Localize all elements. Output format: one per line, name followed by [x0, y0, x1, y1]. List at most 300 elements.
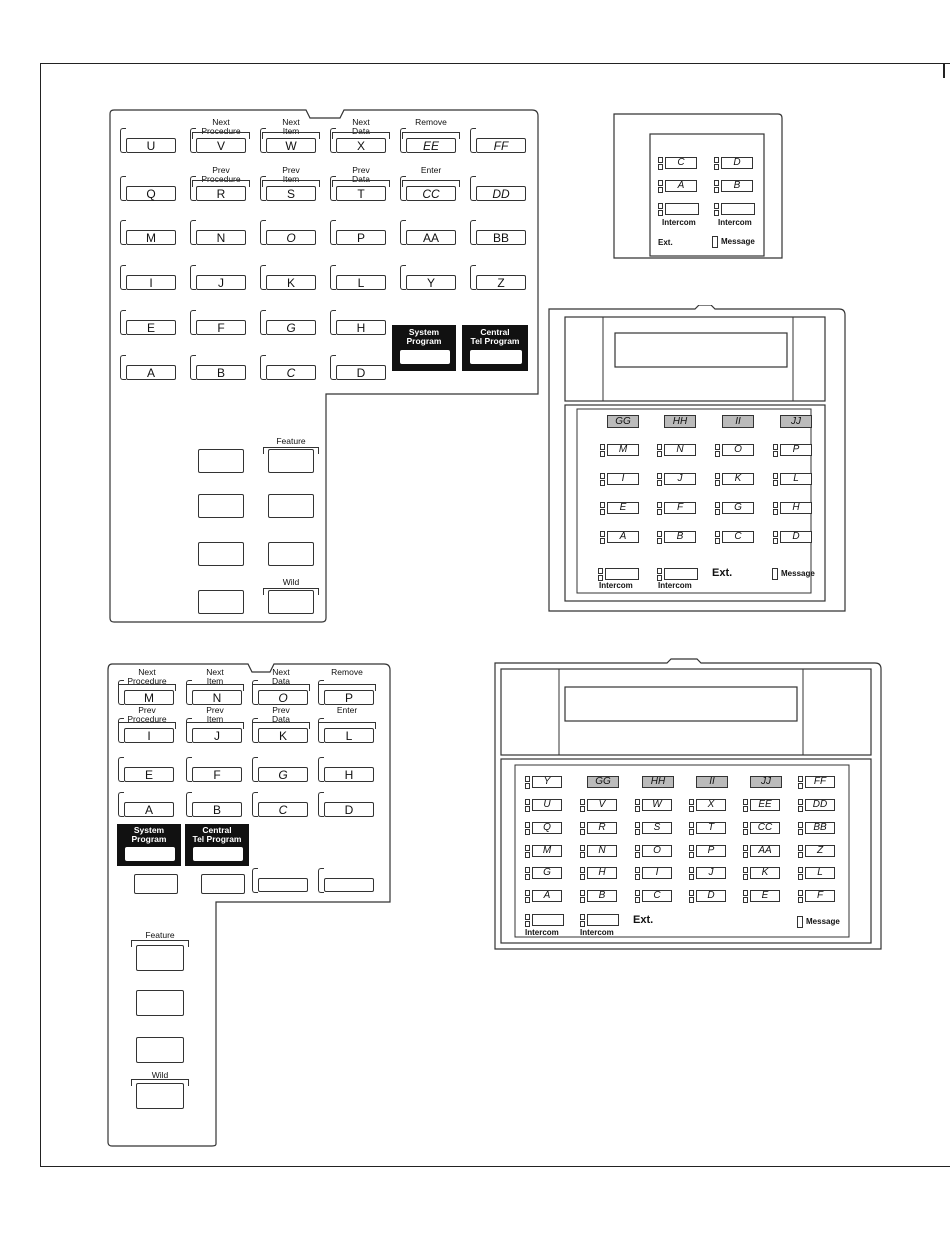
key-label: E — [124, 767, 174, 782]
led-green — [743, 852, 748, 858]
led-indicator — [773, 473, 777, 485]
intercom-label-1: Intercom — [525, 928, 559, 937]
ext-label: Ext. — [658, 238, 673, 247]
intercom-label-2: Intercom — [718, 218, 752, 227]
key-G[interactable] — [252, 767, 308, 782]
led-red — [598, 568, 603, 574]
led-red — [658, 180, 663, 186]
key-E[interactable] — [118, 767, 174, 782]
led-red — [743, 799, 748, 805]
overlay2-prev-label-3: Enter — [336, 705, 358, 715]
key-label: M — [126, 230, 176, 245]
blank-key-4[interactable] — [268, 494, 314, 518]
line-key-label: CC — [750, 822, 780, 834]
led-green — [657, 480, 662, 486]
key-E[interactable] — [120, 320, 176, 335]
led-indicator — [658, 180, 662, 192]
key-label: T — [336, 186, 386, 201]
led-red — [798, 799, 803, 805]
led-indicator — [743, 845, 747, 857]
key-label: E — [126, 320, 176, 335]
led-green — [715, 538, 720, 544]
led-red — [773, 444, 778, 450]
feature-key-II[interactable]: II — [696, 776, 728, 788]
key-DD[interactable] — [470, 186, 526, 201]
led-indicator — [525, 822, 529, 834]
key-C[interactable] — [260, 365, 316, 380]
led-green — [600, 480, 605, 486]
led-red — [525, 799, 530, 805]
line-key-label: P — [780, 444, 812, 456]
key-label: I — [124, 728, 174, 743]
led-red — [689, 799, 694, 805]
led-indicator — [658, 157, 662, 169]
led-green — [635, 874, 640, 880]
line-key-label: N — [587, 845, 617, 857]
feature-label: Feature — [276, 436, 306, 446]
key-label: J — [196, 275, 246, 290]
led-green — [580, 852, 585, 858]
key-label: D — [336, 365, 386, 380]
led-red — [525, 776, 530, 782]
led-indicator — [600, 531, 604, 543]
led-indicator — [657, 444, 661, 456]
led-red — [689, 845, 694, 851]
message-icon — [772, 568, 778, 580]
message-label: Message — [806, 917, 840, 927]
line-key-label: H — [587, 867, 617, 879]
led-green — [580, 921, 585, 927]
led-red — [580, 890, 585, 896]
led-green — [798, 806, 803, 812]
feature-key-JJ[interactable]: JJ — [780, 415, 812, 428]
led-red — [658, 203, 663, 209]
line-key-label: H — [780, 502, 812, 514]
message-button[interactable] — [797, 916, 840, 928]
key-I[interactable] — [120, 275, 176, 290]
led-indicator — [715, 444, 719, 456]
wild-label: Wild — [282, 577, 300, 587]
key-H[interactable] — [318, 767, 374, 782]
line-key-label: O — [722, 444, 754, 456]
feature-key-HH[interactable]: HH — [642, 776, 674, 788]
led-red — [773, 502, 778, 508]
led-red — [689, 867, 694, 873]
bracket — [131, 940, 189, 958]
bracket — [402, 180, 460, 198]
line-key-label: D — [721, 157, 753, 169]
key-label — [258, 878, 308, 892]
bracket — [192, 132, 250, 150]
line-key-label: J — [664, 473, 696, 485]
message-icon — [712, 236, 718, 248]
key-BB[interactable] — [470, 230, 526, 245]
key-label: Z — [476, 275, 526, 290]
line-key-label: A — [607, 531, 639, 543]
key-M[interactable] — [120, 230, 176, 245]
system-program-label: System Program — [406, 327, 442, 346]
led-red — [798, 822, 803, 828]
blank-key-2[interactable] — [136, 990, 184, 1016]
led-red — [525, 867, 530, 873]
led-indicator — [689, 799, 693, 811]
key-label: B — [192, 802, 242, 817]
key-label: P — [336, 230, 386, 245]
key-A[interactable] — [118, 802, 174, 817]
line-key-label: I — [642, 867, 672, 879]
blank-tab-key-0[interactable] — [252, 878, 308, 892]
bracket — [262, 132, 320, 150]
led-green — [689, 852, 694, 858]
led-red — [657, 531, 662, 537]
line-key-label — [665, 203, 699, 215]
blank-key-0[interactable] — [134, 874, 178, 894]
line-key-label: Z — [805, 845, 835, 857]
led-indicator — [773, 502, 777, 514]
feature-key-GG[interactable]: GG — [587, 776, 619, 788]
blank-key-1[interactable] — [198, 494, 244, 518]
led-indicator — [798, 890, 802, 902]
blank-key-0[interactable] — [198, 449, 244, 473]
led-red — [635, 799, 640, 805]
feature-key-JJ[interactable]: JJ — [750, 776, 782, 788]
led-indicator — [598, 568, 602, 580]
bracket — [318, 684, 376, 702]
frame-edge — [943, 63, 945, 78]
led-red — [798, 776, 803, 782]
overlay2-next-label-2: Next Data — [272, 667, 290, 686]
line-key-label: P — [696, 845, 726, 857]
led-indicator — [580, 822, 584, 834]
led-indicator — [635, 867, 639, 879]
line-key-label — [721, 203, 755, 215]
led-indicator — [658, 203, 662, 215]
led-indicator — [798, 822, 802, 834]
key-G[interactable] — [260, 320, 316, 335]
line-key-label: F — [664, 502, 696, 514]
feature-key-HH[interactable]: HH — [664, 415, 696, 428]
led-green — [715, 451, 720, 457]
led-red — [743, 822, 748, 828]
led-indicator — [743, 799, 747, 811]
led-indicator — [580, 890, 584, 902]
led-green — [798, 852, 803, 858]
overlay2-prev-label-1: Prev Item — [206, 705, 224, 724]
line-key-label: DD — [805, 799, 835, 811]
key-label: F — [192, 767, 242, 782]
led-red — [600, 531, 605, 537]
message-icon — [797, 916, 803, 928]
led-green — [600, 451, 605, 457]
led-indicator — [743, 890, 747, 902]
led-indicator — [580, 845, 584, 857]
key-D[interactable] — [330, 365, 386, 380]
key-C[interactable] — [252, 802, 308, 817]
led-green — [689, 897, 694, 903]
led-red — [600, 502, 605, 508]
key-L[interactable] — [330, 275, 386, 290]
central-tel-program-label: Central Tel Program — [470, 327, 520, 346]
line-key-label: Q — [532, 822, 562, 834]
led-indicator — [635, 822, 639, 834]
line-key-label: G — [722, 502, 754, 514]
led-indicator — [689, 890, 693, 902]
key-label: D — [324, 802, 374, 817]
line-key-label: U — [532, 799, 562, 811]
key-Q[interactable] — [120, 186, 176, 201]
key-slot — [125, 847, 175, 861]
led-red — [657, 568, 662, 574]
led-green — [743, 829, 748, 835]
led-red — [525, 914, 530, 920]
line-key-label: O — [642, 845, 672, 857]
led-green — [658, 164, 663, 170]
led-indicator — [715, 531, 719, 543]
led-red — [600, 444, 605, 450]
key-P[interactable] — [330, 230, 386, 245]
overlay1-prev-label-1: Prev Item — [282, 165, 300, 184]
feature-label: Feature — [145, 930, 175, 940]
key-label: M — [124, 690, 174, 705]
feature-key-GG[interactable]: GG — [607, 415, 639, 428]
led-red — [715, 444, 720, 450]
led-indicator — [743, 822, 747, 834]
led-green — [715, 480, 720, 486]
led-red — [580, 845, 585, 851]
led-red — [580, 799, 585, 805]
overlay1-prev-label-2: Prev Data — [352, 165, 370, 184]
bracket — [252, 722, 310, 740]
led-red — [635, 845, 640, 851]
led-green — [580, 874, 585, 880]
led-green — [600, 509, 605, 515]
led-indicator — [525, 914, 529, 926]
key-label: C — [266, 365, 316, 380]
key-label: S — [266, 186, 316, 201]
led-red — [715, 473, 720, 479]
line-key-label: AA — [750, 845, 780, 857]
led-green — [600, 538, 605, 544]
message-button[interactable] — [712, 236, 755, 248]
key-FF[interactable] — [470, 138, 526, 153]
line-key-label: D — [696, 890, 726, 902]
key-label: X — [336, 138, 386, 153]
overlay2-prev-label-0: Prev Procedure — [127, 705, 167, 724]
line-key-label: BB — [805, 822, 835, 834]
wild-label: Wild — [151, 1070, 169, 1080]
ext-label: Ext. — [712, 567, 733, 579]
line-key-label: W — [642, 799, 672, 811]
blank-key-3[interactable] — [198, 590, 244, 614]
key-N[interactable] — [190, 230, 246, 245]
led-red — [657, 502, 662, 508]
led-red — [798, 845, 803, 851]
key-label — [324, 878, 374, 892]
bracket — [192, 180, 250, 198]
intercom-label-2: Intercom — [580, 928, 614, 937]
key-label: O — [258, 690, 308, 705]
key-F[interactable] — [190, 320, 246, 335]
led-indicator — [689, 822, 693, 834]
led-red — [715, 502, 720, 508]
led-green — [714, 187, 719, 193]
led-green — [635, 829, 640, 835]
key-slot — [400, 350, 450, 364]
led-green — [658, 210, 663, 216]
message-button[interactable] — [772, 568, 815, 580]
blank-key-3[interactable] — [136, 1037, 184, 1063]
line-key-label: K — [722, 473, 754, 485]
key-K[interactable] — [260, 275, 316, 290]
line-key-label: N — [664, 444, 696, 456]
line-key-label: A — [665, 180, 697, 192]
led-green — [525, 921, 530, 927]
led-green — [743, 897, 748, 903]
bracket — [186, 722, 244, 740]
line-key-label: R — [587, 822, 617, 834]
line-key-label: EE — [750, 799, 780, 811]
phone-display-outline — [547, 305, 847, 613]
led-green — [743, 874, 748, 880]
led-indicator — [798, 776, 802, 788]
led-red — [525, 890, 530, 896]
key-label: K — [266, 275, 316, 290]
led-indicator — [635, 845, 639, 857]
led-red — [635, 890, 640, 896]
line-key-label: F — [805, 890, 835, 902]
led-green — [580, 806, 585, 812]
key-U[interactable] — [120, 138, 176, 153]
key-AA[interactable] — [400, 230, 456, 245]
led-green — [635, 897, 640, 903]
led-red — [657, 444, 662, 450]
led-red — [635, 822, 640, 828]
message-label: Message — [781, 569, 815, 579]
led-indicator — [689, 867, 693, 879]
led-green — [657, 509, 662, 515]
key-J[interactable] — [190, 275, 246, 290]
led-indicator — [715, 473, 719, 485]
key-H[interactable] — [330, 320, 386, 335]
led-indicator — [689, 845, 693, 857]
blank-key-5[interactable] — [268, 542, 314, 566]
key-F[interactable] — [186, 767, 242, 782]
feature-key-II[interactable]: II — [722, 415, 754, 428]
led-red — [657, 473, 662, 479]
led-indicator — [773, 444, 777, 456]
key-label: K — [258, 728, 308, 743]
led-indicator — [580, 867, 584, 879]
key-label: N — [196, 230, 246, 245]
blank-key-1[interactable] — [201, 874, 245, 894]
led-green — [773, 451, 778, 457]
system-program-key[interactable] — [117, 824, 181, 866]
central-tel-program-key[interactable] — [462, 325, 528, 371]
led-red — [580, 822, 585, 828]
line-key-label: C — [642, 890, 672, 902]
system-program-label: System Program — [131, 825, 167, 844]
key-label: W — [266, 138, 316, 153]
bracket — [402, 132, 460, 150]
bracket — [263, 588, 319, 606]
system-program-key[interactable] — [392, 325, 456, 371]
led-indicator — [657, 473, 661, 485]
led-red — [743, 890, 748, 896]
key-label: C — [258, 802, 308, 817]
key-D[interactable] — [318, 802, 374, 817]
led-red — [714, 180, 719, 186]
key-label: A — [124, 802, 174, 817]
key-label: J — [192, 728, 242, 743]
led-red — [714, 157, 719, 163]
key-A[interactable] — [120, 365, 176, 380]
line-key-label: M — [532, 845, 562, 857]
led-green — [580, 829, 585, 835]
led-green — [689, 874, 694, 880]
line-key-label: K — [750, 867, 780, 879]
overlay1-next-label-2: Next Data — [352, 117, 370, 136]
led-indicator — [798, 867, 802, 879]
key-O[interactable] — [260, 230, 316, 245]
led-red — [635, 867, 640, 873]
led-red — [798, 890, 803, 896]
line-key-label — [605, 568, 639, 580]
blank-tab-key-1[interactable] — [318, 878, 374, 892]
key-label: Y — [406, 275, 456, 290]
line-key-label: T — [696, 822, 726, 834]
led-green — [525, 783, 530, 789]
led-green — [525, 852, 530, 858]
led-green — [773, 538, 778, 544]
line-key-label: V — [587, 799, 617, 811]
led-indicator — [714, 180, 718, 192]
led-green — [657, 451, 662, 457]
line-key-label: X — [696, 799, 726, 811]
message-label: Message — [721, 237, 755, 247]
overlay2-next-label-1: Next Item — [206, 667, 224, 686]
key-label: BB — [476, 230, 526, 245]
led-indicator — [525, 890, 529, 902]
key-label: G — [266, 320, 316, 335]
led-indicator — [773, 531, 777, 543]
key-label: B — [196, 365, 246, 380]
led-indicator — [715, 502, 719, 514]
led-green — [743, 806, 748, 812]
led-indicator — [525, 799, 529, 811]
led-red — [525, 845, 530, 851]
key-label: DD — [476, 186, 526, 201]
line-key-label: E — [607, 502, 639, 514]
led-green — [798, 783, 803, 789]
led-green — [635, 806, 640, 812]
led-indicator — [600, 473, 604, 485]
bracket — [118, 722, 176, 740]
overlay1-prev-label-0: Prev Procedure — [201, 165, 241, 184]
led-green — [657, 538, 662, 544]
key-Z[interactable] — [470, 275, 526, 290]
overlay1-next-label-3: Remove — [415, 117, 447, 127]
key-Y[interactable] — [400, 275, 456, 290]
central-tel-program-key[interactable] — [185, 824, 249, 866]
key-B[interactable] — [186, 802, 242, 817]
line-key-label: E — [750, 890, 780, 902]
key-label: H — [324, 767, 374, 782]
bracket — [252, 684, 310, 702]
blank-key-2[interactable] — [198, 542, 244, 566]
key-label: L — [336, 275, 386, 290]
key-B[interactable] — [190, 365, 246, 380]
key-label: CC — [406, 186, 456, 201]
